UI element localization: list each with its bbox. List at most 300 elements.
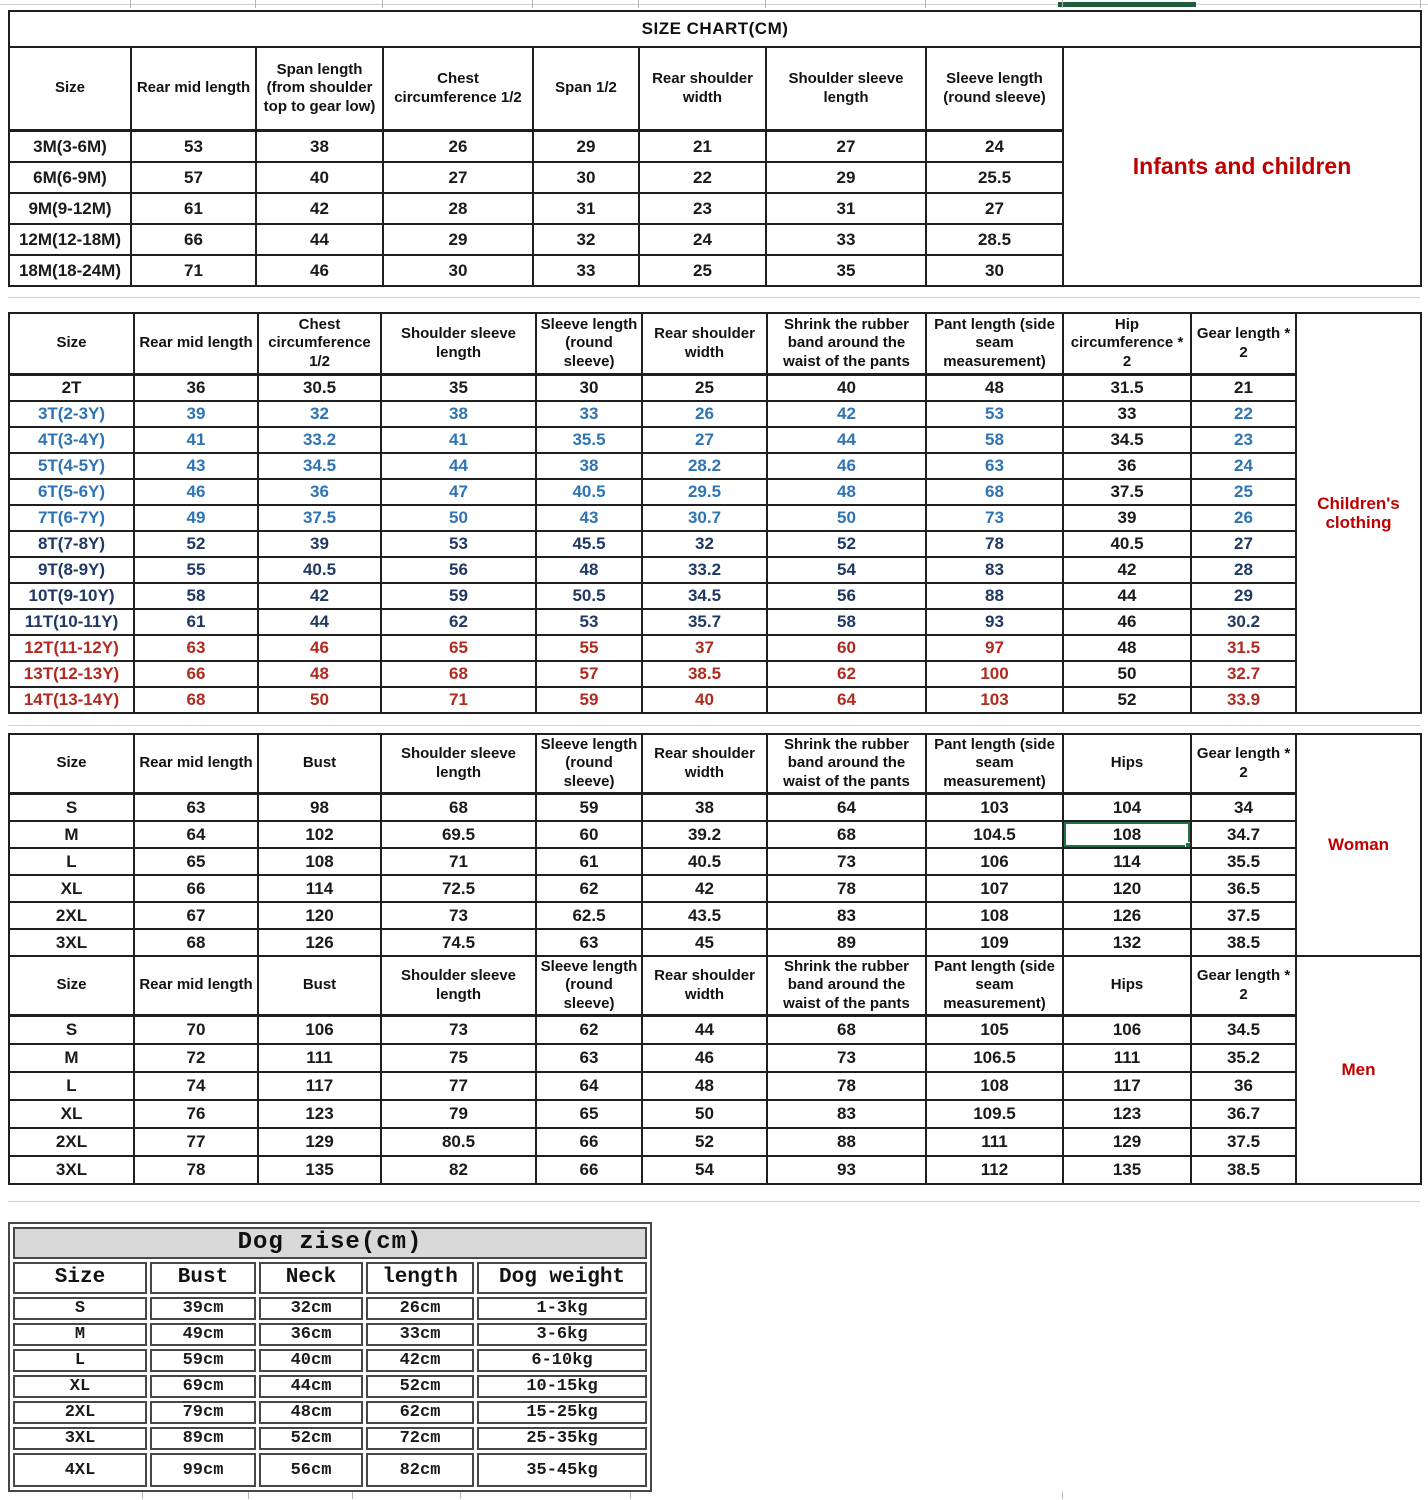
- cell[interactable]: 54: [642, 1156, 767, 1184]
- cell[interactable]: 37: [642, 635, 767, 661]
- cell[interactable]: 114: [258, 875, 381, 902]
- cell[interactable]: 106: [926, 848, 1063, 875]
- cell[interactable]: 36cm: [259, 1323, 363, 1346]
- cell[interactable]: 99cm: [150, 1453, 256, 1487]
- cell[interactable]: 46: [134, 479, 258, 505]
- cell[interactable]: 78: [767, 1072, 926, 1100]
- cell[interactable]: 64: [134, 821, 258, 848]
- cell[interactable]: 42: [1063, 557, 1191, 583]
- column-header[interactable]: Sleeve length (round sleeve): [536, 956, 642, 1016]
- cell[interactable]: 66: [134, 661, 258, 687]
- cell[interactable]: L: [13, 1349, 147, 1372]
- column-header[interactable]: Span 1/2: [533, 47, 639, 131]
- cell[interactable]: 32cm: [259, 1297, 363, 1320]
- cell[interactable]: 53: [536, 609, 642, 635]
- cell[interactable]: 26: [1191, 505, 1296, 531]
- cell[interactable]: 29: [766, 162, 926, 193]
- cell[interactable]: 93: [926, 609, 1063, 635]
- column-header[interactable]: Pant length (side seam measurement): [926, 956, 1063, 1016]
- cell[interactable]: 109.5: [926, 1100, 1063, 1128]
- cell[interactable]: 21: [639, 131, 766, 163]
- cell[interactable]: 23: [639, 193, 766, 224]
- cell[interactable]: 76: [134, 1100, 258, 1128]
- cell[interactable]: XL: [9, 1100, 134, 1128]
- column-header[interactable]: Span length (from shoulder top to gear low): [256, 47, 383, 131]
- cell[interactable]: 59: [536, 687, 642, 713]
- cell[interactable]: 71: [381, 848, 536, 875]
- active-cell[interactable]: 108: [1063, 821, 1191, 848]
- cell[interactable]: 66: [131, 224, 256, 255]
- cell[interactable]: 47: [381, 479, 536, 505]
- cell[interactable]: 46: [767, 453, 926, 479]
- cell[interactable]: 50: [767, 505, 926, 531]
- cell[interactable]: 63: [536, 1044, 642, 1072]
- cell[interactable]: 72.5: [381, 875, 536, 902]
- cell[interactable]: 24: [926, 131, 1063, 163]
- cell[interactable]: 40.5: [642, 848, 767, 875]
- cell[interactable]: 2XL: [9, 902, 134, 929]
- cell[interactable]: 28.5: [926, 224, 1063, 255]
- cell[interactable]: 3XL: [13, 1427, 147, 1450]
- cell[interactable]: 70: [134, 1016, 258, 1045]
- cell[interactable]: 93: [767, 1156, 926, 1184]
- cell[interactable]: 68: [134, 929, 258, 956]
- cell[interactable]: 106: [258, 1016, 381, 1045]
- cell[interactable]: 74.5: [381, 929, 536, 956]
- column-header[interactable]: Rear shoulder width: [642, 313, 767, 375]
- cell[interactable]: 89cm: [150, 1427, 256, 1450]
- cell[interactable]: 36: [134, 375, 258, 402]
- cell[interactable]: XL: [13, 1375, 147, 1398]
- cell[interactable]: 52: [767, 531, 926, 557]
- cell[interactable]: 62: [536, 1016, 642, 1045]
- cell[interactable]: 3XL: [9, 1156, 134, 1184]
- cell[interactable]: 43: [134, 453, 258, 479]
- cell[interactable]: 6M(6-9M): [9, 162, 131, 193]
- cell[interactable]: 78: [926, 531, 1063, 557]
- cell[interactable]: 8T(7-8Y): [9, 531, 134, 557]
- group-label-woman[interactable]: Woman: [1296, 734, 1421, 956]
- cell[interactable]: 4XL: [13, 1453, 147, 1487]
- cell[interactable]: M: [9, 1044, 134, 1072]
- cell[interactable]: 34.5: [258, 453, 381, 479]
- cell[interactable]: 78: [134, 1156, 258, 1184]
- cell[interactable]: 106.5: [926, 1044, 1063, 1072]
- cell[interactable]: 52cm: [259, 1427, 363, 1450]
- column-header[interactable]: Rear shoulder width: [642, 956, 767, 1016]
- column-header[interactable]: Rear mid length: [134, 956, 258, 1016]
- column-header[interactable]: Dog weight: [477, 1262, 647, 1294]
- cell[interactable]: 69.5: [381, 821, 536, 848]
- cell[interactable]: S: [9, 794, 134, 822]
- cell[interactable]: 28.2: [642, 453, 767, 479]
- cell[interactable]: 80.5: [381, 1128, 536, 1156]
- cell[interactable]: 36: [1063, 453, 1191, 479]
- column-header[interactable]: Shrink the rubber band around the waist of the pants: [767, 956, 926, 1016]
- cell[interactable]: 45: [642, 929, 767, 956]
- cell[interactable]: 34.5: [1063, 427, 1191, 453]
- column-header[interactable]: Sleeve length (round sleeve): [926, 47, 1063, 131]
- cell[interactable]: 58: [767, 609, 926, 635]
- cell[interactable]: 52: [642, 1128, 767, 1156]
- cell[interactable]: 135: [1063, 1156, 1191, 1184]
- cell[interactable]: 40: [767, 375, 926, 402]
- cell[interactable]: 3-6kg: [477, 1323, 647, 1346]
- cell[interactable]: 39: [1063, 505, 1191, 531]
- cell[interactable]: 72cm: [366, 1427, 474, 1450]
- cell[interactable]: 64: [536, 1072, 642, 1100]
- cell[interactable]: 112: [926, 1156, 1063, 1184]
- cell[interactable]: 38: [536, 453, 642, 479]
- cell[interactable]: 83: [926, 557, 1063, 583]
- cell[interactable]: 49cm: [150, 1323, 256, 1346]
- cell[interactable]: 65: [134, 848, 258, 875]
- column-header[interactable]: Shoulder sleeve length: [381, 313, 536, 375]
- cell[interactable]: 71: [131, 255, 256, 286]
- cell[interactable]: 77: [381, 1072, 536, 1100]
- cell[interactable]: 71: [381, 687, 536, 713]
- cell[interactable]: M: [9, 821, 134, 848]
- cell[interactable]: 2XL: [9, 1128, 134, 1156]
- cell[interactable]: 39: [258, 531, 381, 557]
- cell[interactable]: L: [9, 848, 134, 875]
- cell[interactable]: 63: [926, 453, 1063, 479]
- cell[interactable]: 42: [256, 193, 383, 224]
- cell[interactable]: 56cm: [259, 1453, 363, 1487]
- cell[interactable]: 65: [536, 1100, 642, 1128]
- cell[interactable]: 57: [536, 661, 642, 687]
- cell[interactable]: 30: [533, 162, 639, 193]
- cell[interactable]: 30.7: [642, 505, 767, 531]
- column-header[interactable]: Shoulder sleeve length: [381, 734, 536, 794]
- cell[interactable]: 62cm: [366, 1401, 474, 1424]
- cell[interactable]: 38.5: [1191, 929, 1296, 956]
- cell[interactable]: 3M(3-6M): [9, 131, 131, 163]
- cell[interactable]: 49: [134, 505, 258, 531]
- cell[interactable]: 46: [256, 255, 383, 286]
- cell[interactable]: 25-35kg: [477, 1427, 647, 1450]
- cell[interactable]: 36: [1191, 1072, 1296, 1100]
- cell[interactable]: 54: [767, 557, 926, 583]
- cell[interactable]: 34.5: [642, 583, 767, 609]
- cell[interactable]: 63: [134, 794, 258, 822]
- cell[interactable]: 65: [381, 635, 536, 661]
- cell[interactable]: 56: [767, 583, 926, 609]
- cell[interactable]: 39.2: [642, 821, 767, 848]
- cell[interactable]: 103: [926, 687, 1063, 713]
- column-header[interactable]: Hips: [1063, 734, 1191, 794]
- cell[interactable]: 34.7: [1191, 821, 1296, 848]
- cell[interactable]: 66: [536, 1128, 642, 1156]
- cell[interactable]: 59: [381, 583, 536, 609]
- cell[interactable]: 32: [533, 224, 639, 255]
- cell[interactable]: 28: [1191, 557, 1296, 583]
- cell[interactable]: 39: [134, 401, 258, 427]
- cell[interactable]: 111: [1063, 1044, 1191, 1072]
- cell[interactable]: 75: [381, 1044, 536, 1072]
- cell[interactable]: 27: [383, 162, 533, 193]
- cell[interactable]: 104: [1063, 794, 1191, 822]
- cell[interactable]: 9T(8-9Y): [9, 557, 134, 583]
- cell[interactable]: 36.7: [1191, 1100, 1296, 1128]
- cell[interactable]: 42: [258, 583, 381, 609]
- group-label-children[interactable]: Children's clothing: [1296, 313, 1421, 713]
- cell[interactable]: 68: [767, 821, 926, 848]
- cell[interactable]: XL: [9, 875, 134, 902]
- cell[interactable]: 117: [258, 1072, 381, 1100]
- column-header[interactable]: Gear length * 2: [1191, 313, 1296, 375]
- cell[interactable]: 61: [536, 848, 642, 875]
- cell[interactable]: 44: [767, 427, 926, 453]
- cell[interactable]: 61: [131, 193, 256, 224]
- cell[interactable]: 61: [134, 609, 258, 635]
- column-header[interactable]: Size: [9, 47, 131, 131]
- cell[interactable]: 31.5: [1191, 635, 1296, 661]
- cell[interactable]: 33: [766, 224, 926, 255]
- cell[interactable]: 41: [134, 427, 258, 453]
- cell[interactable]: 31: [533, 193, 639, 224]
- cell[interactable]: 73: [767, 848, 926, 875]
- cell[interactable]: 30.5: [258, 375, 381, 402]
- cell[interactable]: 33: [536, 401, 642, 427]
- column-header[interactable]: Size: [9, 313, 134, 375]
- cell[interactable]: 22: [1191, 401, 1296, 427]
- column-header[interactable]: Shoulder sleeve length: [766, 47, 926, 131]
- cell[interactable]: 68: [926, 479, 1063, 505]
- cell[interactable]: 60: [536, 821, 642, 848]
- cell[interactable]: 74: [134, 1072, 258, 1100]
- cell[interactable]: 43.5: [642, 902, 767, 929]
- cell[interactable]: 35-45kg: [477, 1453, 647, 1487]
- cell[interactable]: 48: [258, 661, 381, 687]
- cell[interactable]: 25: [1191, 479, 1296, 505]
- cell[interactable]: 73: [767, 1044, 926, 1072]
- cell[interactable]: 37.5: [1191, 902, 1296, 929]
- cell[interactable]: 56: [381, 557, 536, 583]
- cell[interactable]: 88: [926, 583, 1063, 609]
- cell[interactable]: 33.9: [1191, 687, 1296, 713]
- cell[interactable]: 135: [258, 1156, 381, 1184]
- cell[interactable]: 27: [1191, 531, 1296, 557]
- cell[interactable]: 60: [767, 635, 926, 661]
- cell[interactable]: 24: [639, 224, 766, 255]
- cell[interactable]: 63: [536, 929, 642, 956]
- cell[interactable]: 18M(18-24M): [9, 255, 131, 286]
- cell[interactable]: 26: [383, 131, 533, 163]
- cell[interactable]: 38: [381, 401, 536, 427]
- cell[interactable]: 38: [256, 131, 383, 163]
- cell[interactable]: S: [13, 1297, 147, 1320]
- cell[interactable]: 42cm: [366, 1349, 474, 1372]
- cell[interactable]: 15-25kg: [477, 1401, 647, 1424]
- cell[interactable]: 35.5: [536, 427, 642, 453]
- cell[interactable]: L: [9, 1072, 134, 1100]
- column-header[interactable]: Chest circumference 1/2: [383, 47, 533, 131]
- cell[interactable]: 30: [536, 375, 642, 402]
- cell[interactable]: 83: [767, 1100, 926, 1128]
- cell[interactable]: 79cm: [150, 1401, 256, 1424]
- cell[interactable]: 24: [1191, 453, 1296, 479]
- cell[interactable]: 37.5: [258, 505, 381, 531]
- column-header[interactable]: Sleeve length (round sleeve): [536, 313, 642, 375]
- cell[interactable]: 126: [1063, 902, 1191, 929]
- cell[interactable]: 77: [134, 1128, 258, 1156]
- cell[interactable]: 44: [381, 453, 536, 479]
- column-header[interactable]: length: [366, 1262, 474, 1294]
- cell[interactable]: 29: [533, 131, 639, 163]
- cell[interactable]: 66: [536, 1156, 642, 1184]
- cell[interactable]: 43: [536, 505, 642, 531]
- cell[interactable]: 44: [256, 224, 383, 255]
- cell[interactable]: 129: [1063, 1128, 1191, 1156]
- cell[interactable]: 50: [642, 1100, 767, 1128]
- cell[interactable]: 132: [1063, 929, 1191, 956]
- cell[interactable]: 9M(9-12M): [9, 193, 131, 224]
- cell[interactable]: 69cm: [150, 1375, 256, 1398]
- column-header[interactable]: Gear length * 2: [1191, 956, 1296, 1016]
- column-header[interactable]: Shoulder sleeve length: [381, 956, 536, 1016]
- cell[interactable]: 107: [926, 875, 1063, 902]
- cell[interactable]: 30: [926, 255, 1063, 286]
- column-header[interactable]: Rear mid length: [134, 734, 258, 794]
- cell[interactable]: 88: [767, 1128, 926, 1156]
- cell[interactable]: 40cm: [259, 1349, 363, 1372]
- cell[interactable]: 34.5: [1191, 1016, 1296, 1045]
- cell[interactable]: 126: [258, 929, 381, 956]
- cell[interactable]: 38.5: [642, 661, 767, 687]
- cell[interactable]: 108: [926, 902, 1063, 929]
- cell[interactable]: 1-3kg: [477, 1297, 647, 1320]
- cell[interactable]: 89: [767, 929, 926, 956]
- cell[interactable]: 31.5: [1063, 375, 1191, 402]
- cell[interactable]: 40: [256, 162, 383, 193]
- cell[interactable]: 62: [767, 661, 926, 687]
- cell[interactable]: 39cm: [150, 1297, 256, 1320]
- cell[interactable]: 63: [134, 635, 258, 661]
- column-header[interactable]: Bust: [258, 956, 381, 1016]
- cell[interactable]: 57: [131, 162, 256, 193]
- cell[interactable]: 64: [767, 687, 926, 713]
- cell[interactable]: 25: [642, 375, 767, 402]
- cell[interactable]: 33: [1063, 401, 1191, 427]
- cell[interactable]: 12T(11-12Y): [9, 635, 134, 661]
- cell[interactable]: 52: [134, 531, 258, 557]
- cell[interactable]: 30.2: [1191, 609, 1296, 635]
- cell[interactable]: 55: [536, 635, 642, 661]
- group-label-men[interactable]: Men: [1296, 956, 1421, 1184]
- cell[interactable]: 14T(13-14Y): [9, 687, 134, 713]
- cell[interactable]: 82: [381, 1156, 536, 1184]
- cell[interactable]: 108: [926, 1072, 1063, 1100]
- cell[interactable]: 37.5: [1191, 1128, 1296, 1156]
- cell[interactable]: 48: [1063, 635, 1191, 661]
- cell[interactable]: 5T(4-5Y): [9, 453, 134, 479]
- cell[interactable]: 23: [1191, 427, 1296, 453]
- column-header[interactable]: Gear length * 2: [1191, 734, 1296, 794]
- cell[interactable]: 32.7: [1191, 661, 1296, 687]
- cell[interactable]: 108: [258, 848, 381, 875]
- cell[interactable]: 22: [639, 162, 766, 193]
- cell[interactable]: 55: [134, 557, 258, 583]
- cell[interactable]: 64: [767, 794, 926, 822]
- cell[interactable]: 44: [1063, 583, 1191, 609]
- cell[interactable]: 12M(12-18M): [9, 224, 131, 255]
- cell[interactable]: 50: [381, 505, 536, 531]
- cell[interactable]: 105: [926, 1016, 1063, 1045]
- cell[interactable]: 33.2: [642, 557, 767, 583]
- cell[interactable]: 98: [258, 794, 381, 822]
- cell[interactable]: 72: [134, 1044, 258, 1072]
- cell[interactable]: 38: [642, 794, 767, 822]
- cell[interactable]: 4T(3-4Y): [9, 427, 134, 453]
- cell[interactable]: 114: [1063, 848, 1191, 875]
- cell[interactable]: 33: [533, 255, 639, 286]
- cell[interactable]: 31: [766, 193, 926, 224]
- column-header[interactable]: Shrink the rubber band around the waist of the pants: [767, 313, 926, 375]
- cell[interactable]: 123: [1063, 1100, 1191, 1128]
- cell[interactable]: 48: [926, 375, 1063, 402]
- cell[interactable]: 6-10kg: [477, 1349, 647, 1372]
- cell[interactable]: 35: [381, 375, 536, 402]
- cell[interactable]: 35.2: [1191, 1044, 1296, 1072]
- cell[interactable]: 13T(12-13Y): [9, 661, 134, 687]
- cell[interactable]: 53: [131, 131, 256, 163]
- cell[interactable]: 2T: [9, 375, 134, 402]
- cell[interactable]: 120: [1063, 875, 1191, 902]
- cell[interactable]: 44: [642, 1016, 767, 1045]
- cell[interactable]: 40.5: [1063, 531, 1191, 557]
- cell[interactable]: 3XL: [9, 929, 134, 956]
- cell[interactable]: 68: [134, 687, 258, 713]
- cell[interactable]: 35.7: [642, 609, 767, 635]
- cell[interactable]: 120: [258, 902, 381, 929]
- column-header[interactable]: Sleeve length (round sleeve): [536, 734, 642, 794]
- cell[interactable]: 45.5: [536, 531, 642, 557]
- cell[interactable]: 3T(2-3Y): [9, 401, 134, 427]
- column-header[interactable]: Pant length (side seam measurement): [926, 313, 1063, 375]
- cell[interactable]: 50: [258, 687, 381, 713]
- cell[interactable]: 35: [766, 255, 926, 286]
- cell[interactable]: 28: [383, 193, 533, 224]
- cell[interactable]: 44: [258, 609, 381, 635]
- cell[interactable]: 59cm: [150, 1349, 256, 1372]
- cell[interactable]: 111: [926, 1128, 1063, 1156]
- cell[interactable]: 62: [536, 875, 642, 902]
- cell[interactable]: 40: [642, 687, 767, 713]
- column-header[interactable]: Size: [13, 1262, 147, 1294]
- cell[interactable]: 48: [767, 479, 926, 505]
- cell[interactable]: 68: [381, 794, 536, 822]
- cell[interactable]: 68: [767, 1016, 926, 1045]
- cell[interactable]: 129: [258, 1128, 381, 1156]
- cell[interactable]: 27: [926, 193, 1063, 224]
- cell[interactable]: 79: [381, 1100, 536, 1128]
- cell[interactable]: 27: [766, 131, 926, 163]
- cell[interactable]: 36: [258, 479, 381, 505]
- cell[interactable]: 29: [1191, 583, 1296, 609]
- cell[interactable]: 62: [381, 609, 536, 635]
- cell[interactable]: 44cm: [259, 1375, 363, 1398]
- cell[interactable]: 7T(6-7Y): [9, 505, 134, 531]
- cell[interactable]: 38.5: [1191, 1156, 1296, 1184]
- column-header[interactable]: Neck: [259, 1262, 363, 1294]
- cell[interactable]: 82cm: [366, 1453, 474, 1487]
- column-header[interactable]: Hip circumference * 2: [1063, 313, 1191, 375]
- cell[interactable]: 34: [1191, 794, 1296, 822]
- cell[interactable]: 103: [926, 794, 1063, 822]
- column-header[interactable]: Rear shoulder width: [639, 47, 766, 131]
- cell[interactable]: 48: [642, 1072, 767, 1100]
